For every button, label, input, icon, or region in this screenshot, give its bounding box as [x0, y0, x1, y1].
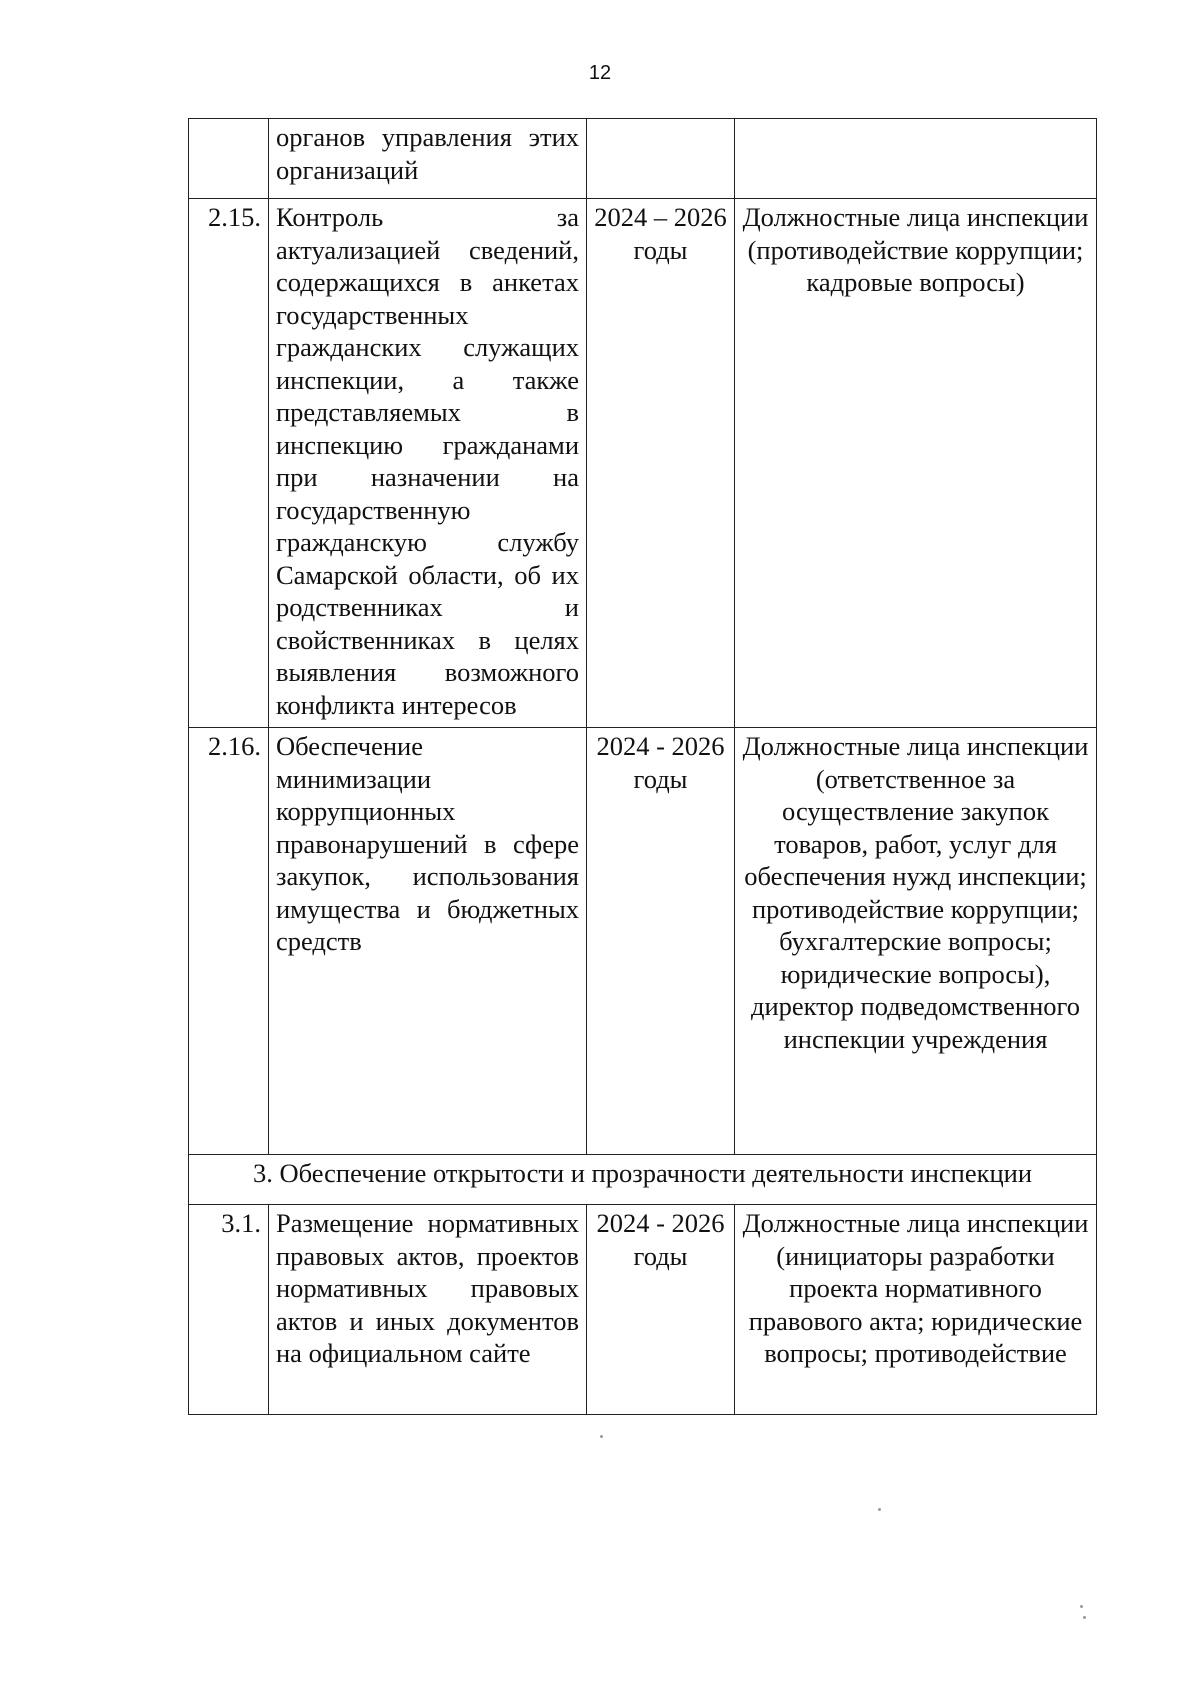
- scan-speck: [1080, 1605, 1083, 1608]
- table-row: [189, 199, 1097, 728]
- row-number-cell: 3.1.: [189, 1205, 269, 1415]
- deadline-cell: 2024 – 2026 годы: [587, 199, 735, 728]
- measure-description-cell: Размещение нормативных правовых актов, проектов нормативных правовых актов и иных документов на официальном сайте: [269, 1205, 587, 1415]
- row-number-cell: [189, 119, 269, 199]
- responsible-cell: Должностные лица инспекции (инициаторы разработки проекта нормативного правового акта; юридические вопросы; противодействие: [735, 1205, 1097, 1415]
- deadline-cell: 2024 - 2026 годы: [587, 1205, 735, 1415]
- row-number-cell: 2.16.: [189, 728, 269, 1155]
- action-plan-table: [188, 118, 1097, 1415]
- table-row: [189, 1205, 1097, 1415]
- responsible-cell: [735, 119, 1097, 199]
- measure-description-cell: Контроль за актуализацией сведений, содержащихся в анкетах государственных гражданских служащих инспекции, а также представляемых в инспекцию гражданами при назначении на государственную гражданскую службу Самарской области, об их родственниках и свойственниках в целях выявления возможного конфликта интересов: [269, 199, 587, 728]
- table-row: [189, 728, 1097, 1155]
- row-number-cell: 2.15.: [189, 199, 269, 728]
- deadline-cell: [587, 119, 735, 199]
- section-heading-row: [189, 1155, 1097, 1205]
- responsible-cell: Должностные лица инспекции (ответственное за осуществление закупок товаров, работ, услуг для обеспечения нужд инспекции; противодействие коррупции; бухгалтерские вопросы; юридические вопросы), директор подведомственного инспекции учреждения: [735, 728, 1097, 1155]
- table-row: [189, 119, 1097, 199]
- measure-description-cell: Обеспечение минимизации коррупционных правонарушений в сфере закупок, использования имущества и бюджетных средств: [269, 728, 587, 1155]
- page-number: 12: [588, 62, 612, 84]
- scan-speck: [600, 1435, 603, 1438]
- scan-speck: [1083, 1616, 1086, 1619]
- section-heading: 3. Обеспечение открытости и прозрачности деятельности инспекции: [189, 1155, 1097, 1205]
- measure-description-cell: органов управления этих организаций: [269, 119, 587, 199]
- responsible-cell: Должностные лица инспекции (противодействие коррупции; кадровые вопросы): [735, 199, 1097, 728]
- deadline-cell: 2024 - 2026 годы: [587, 728, 735, 1155]
- scan-speck: [878, 1508, 881, 1511]
